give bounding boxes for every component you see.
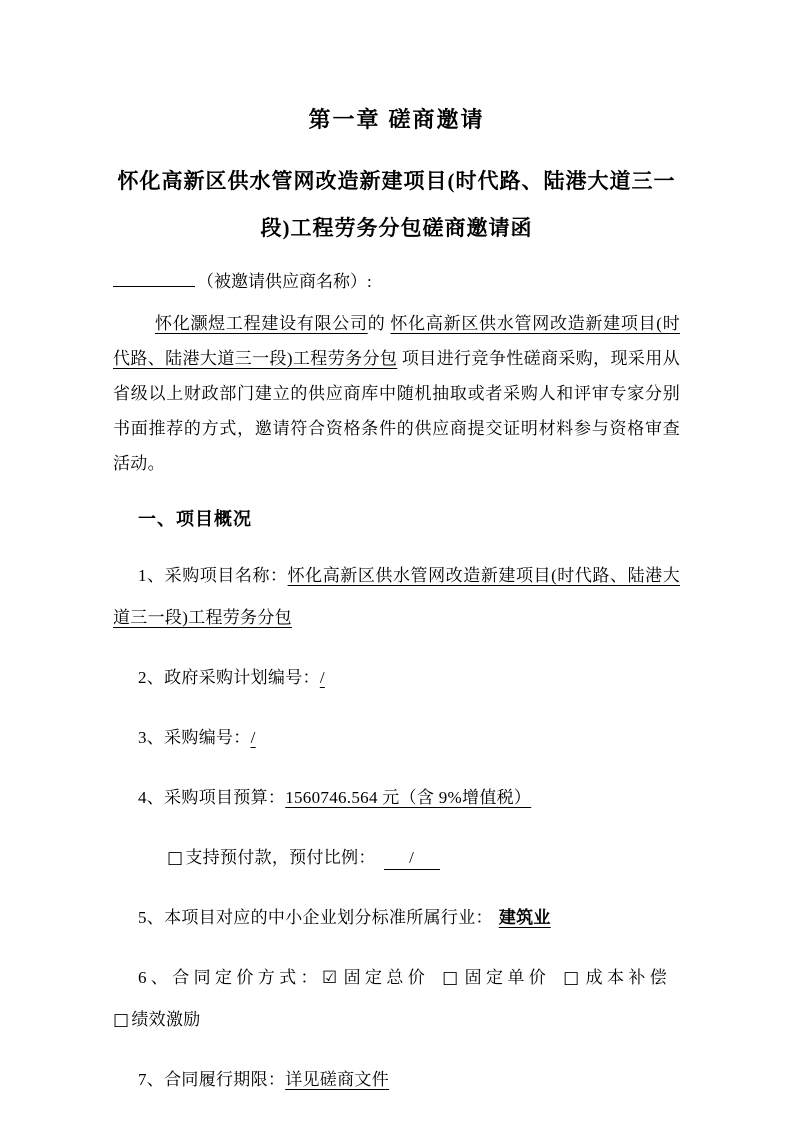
item-procurement-plan-no-label: 2、政府采购计划编号： — [138, 668, 320, 687]
prepayment-ratio-blank[interactable]: / — [384, 847, 440, 870]
item-procurement-no — [113, 717, 680, 759]
pricing-option-label: 成本补偿 — [585, 968, 668, 987]
pricing-option-label: 固定总价 — [339, 968, 430, 987]
item-contract-term-value: 详见磋商文件 — [285, 1070, 390, 1089]
checkbox-unchecked-icon[interactable]: □ — [113, 1010, 130, 1030]
item-procurement-no-value: / — [250, 728, 256, 747]
supplier-salutation-line — [113, 264, 680, 299]
pricing-option-cost-reimburse — [563, 968, 667, 987]
intro-paragraph — [113, 306, 680, 481]
item-contract-term-label: 7、合同履行期限： — [138, 1070, 286, 1089]
purchaser-name: 怀化灏煜工程建设有限公司 — [155, 314, 368, 333]
item-industry-value: 建筑业 — [498, 908, 551, 927]
pricing-option-fixed-unit — [442, 968, 550, 987]
item-project-name — [113, 555, 680, 639]
item-project-name-value: 怀化高新区供水管网改造新建项目(时代路、陆港大道三一段)工程劳务分包 — [113, 566, 680, 627]
item-budget — [113, 777, 680, 819]
checkbox-unchecked-icon[interactable]: □ — [563, 968, 584, 988]
checkbox-checked-icon[interactable]: ☑ — [321, 968, 338, 988]
item-pricing-method — [113, 957, 680, 1041]
prepayment-option-line — [113, 837, 680, 879]
supplier-salutation-label: （被邀请供应商名称）: — [197, 272, 372, 291]
project-name: 怀化高新区供水管网改造新建项目(时代路、陆港大道三一段)工程劳务分包 — [113, 314, 680, 368]
item-contract-term — [113, 1059, 680, 1101]
item-procurement-no-label: 3、采购编号： — [138, 728, 251, 747]
checkbox-unchecked-icon[interactable]: □ — [167, 848, 184, 868]
item-industry-label: 5、本项目对应的中小企业划分标准所属行业： — [138, 908, 493, 927]
doc-title-line1: 怀化高新区供水管网改造新建项目(时代路、陆港大道三一 — [117, 169, 676, 193]
intro-connector: 的 — [367, 314, 391, 333]
doc-title-line2: 段)工程劳务分包磋商邀请函 — [260, 216, 533, 240]
item-procurement-plan-no — [113, 657, 680, 699]
pricing-option-label: 绩效激励 — [131, 1010, 201, 1029]
pricing-option-fixed-total — [322, 968, 429, 987]
intro-text: 项目进行竞争性磋商采购，现采用从省级以上财政部门建立的供应商库中随机抽取或者采购人和评审专家分别书面推荐的方式，邀请符合资格条件的供应商提交证明材料参与资格审查活动。 — [113, 349, 680, 473]
prepayment-label: 支持预付款，预付比例： — [185, 848, 376, 867]
item-project-name-label: 1、采购项目名称： — [138, 566, 288, 585]
section-heading: 一、项目概况 — [138, 509, 252, 529]
pricing-option-performance-incentive — [113, 1010, 201, 1029]
supplier-name-blank[interactable] — [113, 269, 195, 287]
chapter-title: 第一章 磋商邀请 — [308, 107, 485, 132]
item-budget-label: 4、采购项目预算： — [138, 788, 286, 807]
pricing-option-label: 固定单价 — [464, 968, 551, 987]
item-industry — [113, 897, 680, 939]
item-procurement-plan-no-value: / — [319, 668, 325, 687]
item-budget-value: 1560746.564 元（含 9%增值税） — [285, 788, 532, 807]
checkbox-unchecked-icon[interactable]: □ — [442, 968, 463, 988]
doc-title — [113, 158, 680, 252]
item-pricing-method-label: 6、合同定价方式： — [138, 968, 322, 987]
